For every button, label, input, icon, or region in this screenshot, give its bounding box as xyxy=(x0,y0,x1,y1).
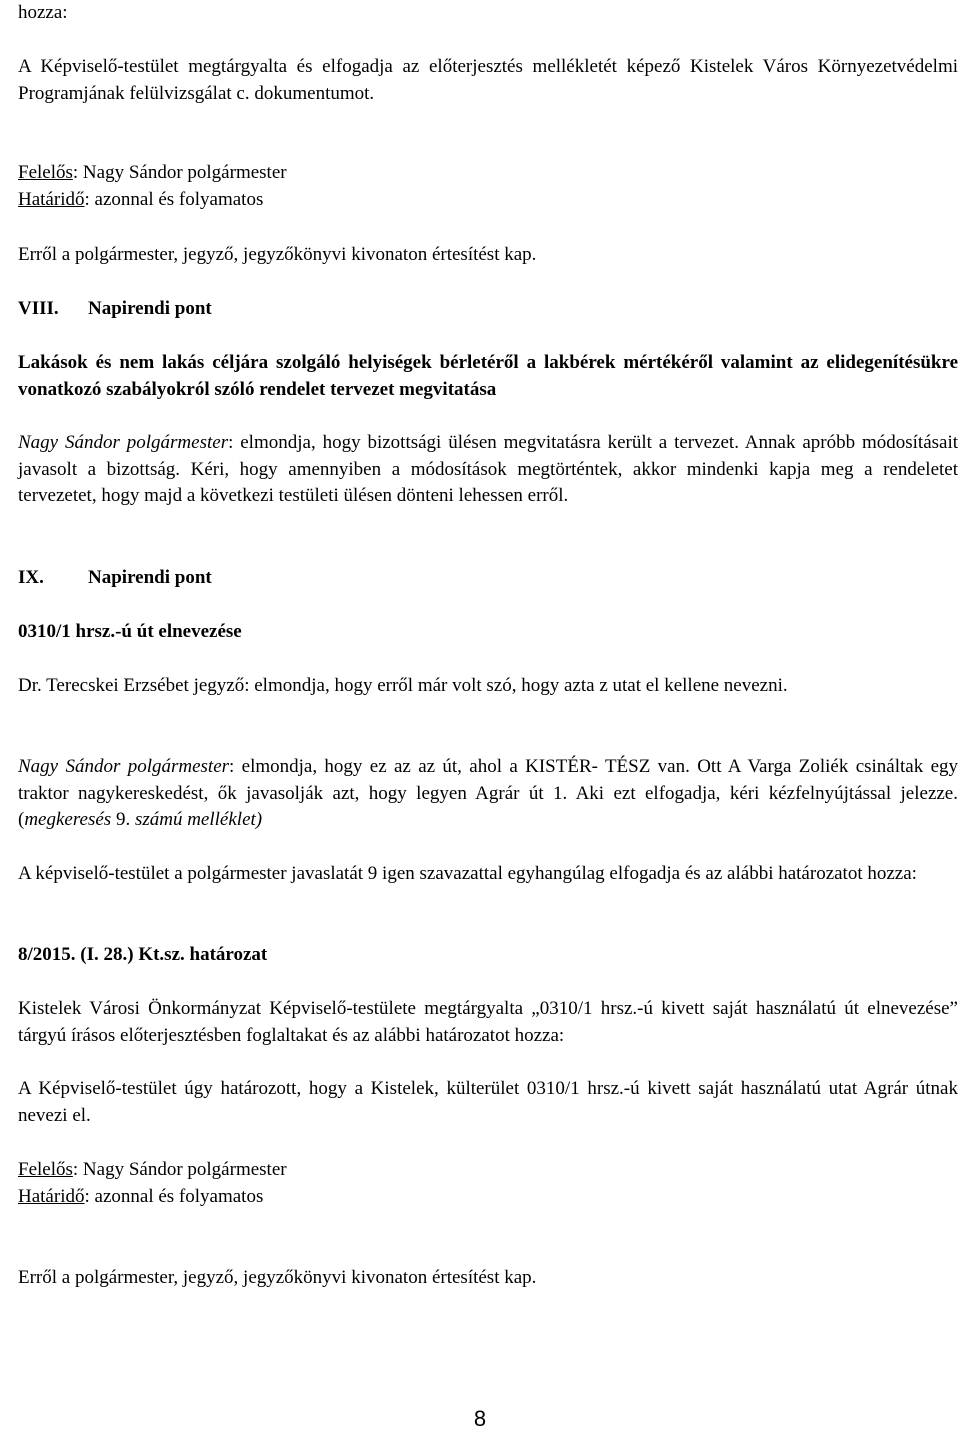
intro-hatarido xyxy=(18,187,958,214)
speaker-name: Nagy Sándor polgármester xyxy=(18,756,230,777)
hatarido-label: Határidő xyxy=(18,1186,85,1207)
resolution-felelos xyxy=(18,1157,958,1184)
felelos-value: : Nagy Sándor polgármester xyxy=(72,1159,287,1180)
agenda-label: Napirendi pont xyxy=(88,298,212,319)
speech-text: : elmondja, hogy bizottsági ülésen megvitatásra került a tervezet. Annak apróbb módosításait javasolt a bizottság. Kéri, hogy amennyiben a módosítások megtörténtek, akkor mindenki kapja meg a rendeletet tervezetet, hogy majd a következi testületi ülésen dönteni lehessen erről. xyxy=(18,432,959,506)
resolution-paragraph-2: A Képviselő-testület úgy határozott, hogy a Kistelek, külterület 0310/1 hrsz.-ú kivett saját használatú utat Agrár útnak nevezi el. xyxy=(18,1078,958,1126)
intro-notice: Erről a polgármester, jegyző, jegyzőkönyvi kivonaton értesítést kap. xyxy=(18,244,537,265)
speech-text: : elmondja, hogy ez az az út, ahol a KISTÉR- TÉSZ van. Ott A Varga Zoliék csináltak egy traktor nagykereskedést, ők javasolják azt, hogy legyen Agrár út 1. Aki ezt elfogadja, kéri kézfelnyújtással jelezze. ( xyxy=(18,756,958,830)
reference-annex: számú melléklet) xyxy=(134,809,263,830)
hatarido-value: : azonnal és folyamatos xyxy=(84,189,264,210)
resolution-hatarido xyxy=(18,1184,958,1211)
agenda-heading-viii xyxy=(18,296,212,322)
agenda-heading-ix xyxy=(18,565,212,591)
speaker-name: Nagy Sándor polgármester xyxy=(18,432,229,453)
reference-word: megkeresés xyxy=(24,809,112,830)
felelos-label: Felelős xyxy=(18,1159,73,1180)
resolution-paragraph-1: Kistelek Városi Önkormányzat Képviselő-testülete megtárgyalta „0310/1 hrsz.-ú kivett saját használatú út elnevezése” tárgyú írásos előterjesztésben foglaltakat és az alábbi határozatot hozza: xyxy=(18,998,958,1046)
agenda-ix-mayor-speech xyxy=(18,754,958,834)
reference-number: 9. xyxy=(111,809,135,830)
page-number: 8 xyxy=(473,1406,487,1431)
agenda-number: VIII. xyxy=(18,298,59,319)
felelos-value: : Nagy Sándor polgármester xyxy=(72,162,287,183)
agenda-ix-notary-speech: Dr. Terecskei Erzsébet jegyző: elmondja, hogy erről már volt szó, hogy azta z utat el kellene nevezni. xyxy=(18,675,788,696)
intro-decision: A Képviselő-testület megtárgyalta és elfogadja az előterjesztés mellékletét képező Kistelek Város Környezetvédelmi Programjának felülvizsgálat c. dokumentumot. xyxy=(18,56,958,104)
hatarido-label: Határidő xyxy=(18,189,85,210)
resolution-title: 8/2015. (I. 28.) Kt.sz. határozat xyxy=(18,944,268,965)
agenda-number: IX. xyxy=(18,567,44,588)
agenda-ix-vote: A képviselő-testület a polgármester javaslatát 9 igen szavazattal egyhangúlag elfogadja és az alábbi határozatot hozza: xyxy=(18,863,917,884)
intro-hozza: hozza: xyxy=(18,2,68,23)
agenda-title-ix: 0310/1 hrsz.-ú út elnevezése xyxy=(18,621,242,642)
agenda-viii-speech xyxy=(18,430,958,510)
agenda-label: Napirendi pont xyxy=(88,567,212,588)
felelos-label: Felelős xyxy=(18,162,73,183)
agenda-title-viii: Lakások és nem lakás céljára szolgáló helyiségek bérletéről a lakbérek mértékéről valamint az elidegenítésükre vonatkozó szabályokról szóló rendelet tervezet megvitatása xyxy=(18,352,958,400)
intro-felelos xyxy=(18,160,958,187)
resolution-notice: Erről a polgármester, jegyző, jegyzőkönyvi kivonaton értesítést kap. xyxy=(18,1267,537,1288)
hatarido-value: : azonnal és folyamatos xyxy=(84,1186,264,1207)
